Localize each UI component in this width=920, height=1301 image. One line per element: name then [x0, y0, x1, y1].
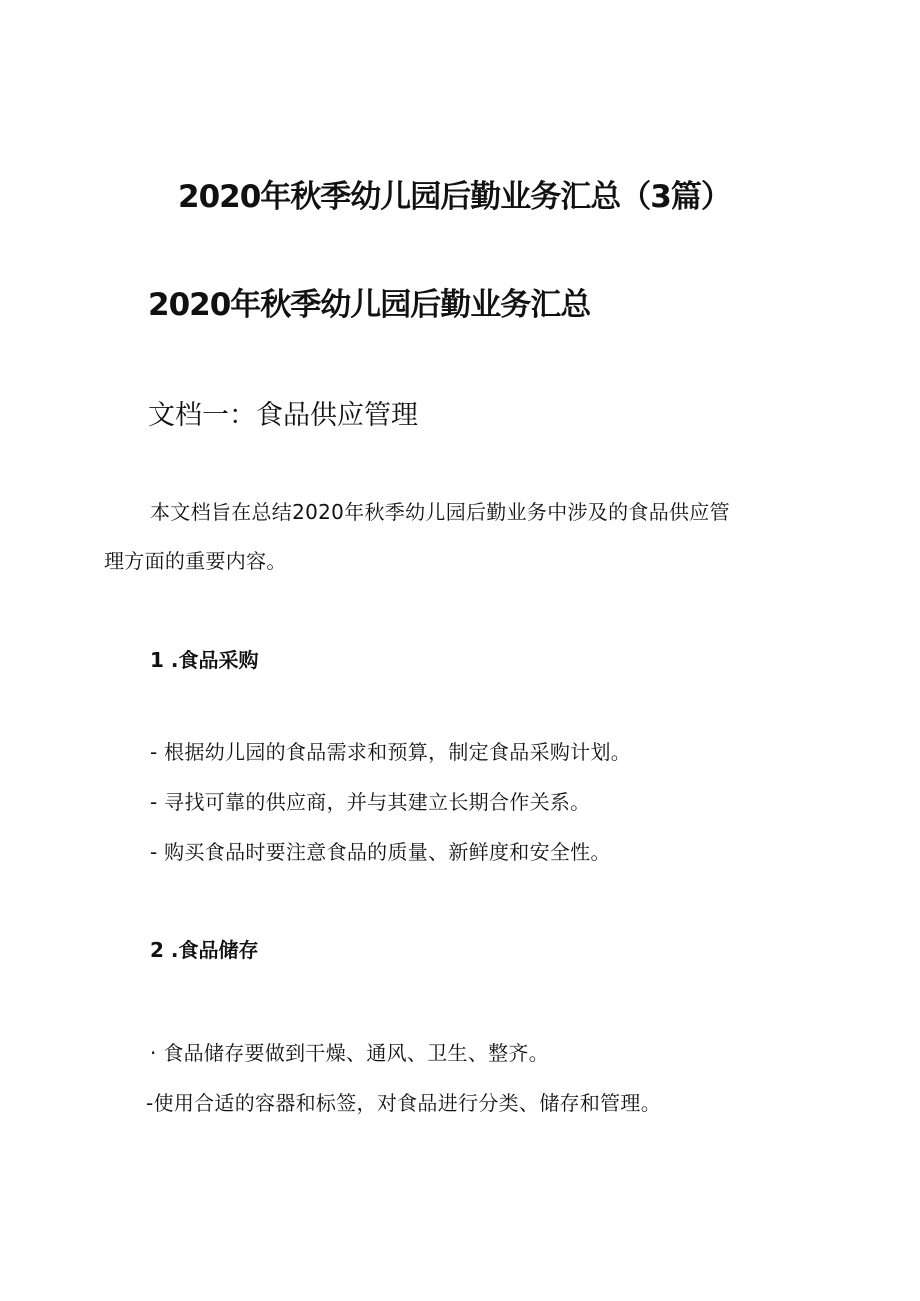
list-item: · 食品储存要做到干燥、通风、卫生、整齐。: [150, 1041, 550, 1065]
document-subtitle: 2020年秋季幼儿园后勤业务汇总: [148, 287, 591, 323]
list-item: -使用合适的容器和标签，对食品进行分类、储存和管理。: [146, 1091, 662, 1115]
intro-paragraph-line: 理方面的重要内容。: [104, 549, 287, 573]
subsection-heading-food-purchasing: 1 .食品采购: [150, 648, 259, 672]
list-item: - 寻找可靠的供应商，并与其建立长期合作关系。: [150, 790, 591, 814]
list-item: - 根据幼儿园的食品需求和预算，制定食品采购计划。: [150, 740, 632, 764]
intro-paragraph-line: 本文档旨在总结2020年秋季幼儿园后勤业务中涉及的食品供应管: [150, 500, 730, 524]
document-title: 2020年秋季幼儿园后勤业务汇总（3篇）: [178, 179, 731, 215]
section-heading: 文档一：食品供应管理: [148, 400, 418, 431]
list-item: - 购买食品时要注意食品的质量、新鲜度和安全性。: [150, 840, 611, 864]
subsection-heading-food-storage: 2 .食品储存: [150, 938, 259, 962]
